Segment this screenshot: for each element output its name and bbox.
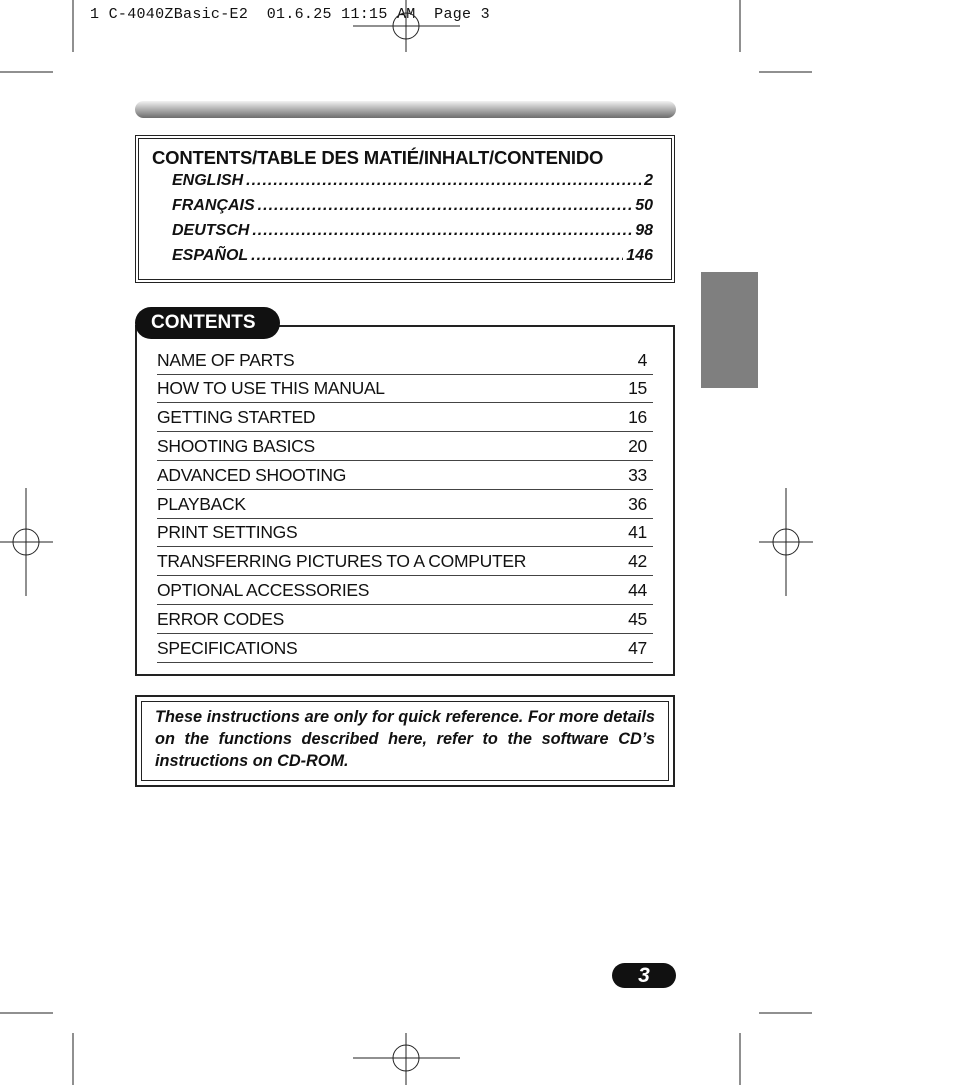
- language-label: FRANÇAIS: [172, 197, 255, 214]
- item-page: 16: [628, 407, 647, 427]
- list-item: [157, 491, 653, 519]
- item-page: 36: [628, 494, 647, 514]
- list-item: [157, 433, 653, 461]
- page-number: 3: [612, 963, 676, 988]
- language-label: DEUTSCH: [172, 222, 250, 239]
- list-item: [157, 404, 653, 432]
- item-label: SHOOTING BASICS: [157, 436, 315, 456]
- leader-dots: [258, 197, 633, 215]
- language-entry-english: [172, 172, 653, 194]
- language-contents-title: CONTENTS/TABLE DES MATIÉ/INHALT/CONTENIDO: [152, 147, 604, 168]
- item-label: HOW TO USE THIS MANUAL: [157, 378, 385, 398]
- language-entry-francais: [172, 197, 653, 219]
- list-item: [157, 375, 653, 403]
- header-bar: [135, 101, 676, 118]
- list-item: [157, 606, 653, 634]
- item-page: 44: [628, 580, 647, 600]
- item-page: 47: [628, 638, 647, 658]
- item-page: 4: [637, 350, 647, 370]
- item-label: PRINT SETTINGS: [157, 522, 298, 542]
- leader-dots: [246, 172, 641, 190]
- item-label: OPTIONAL ACCESSORIES: [157, 580, 370, 600]
- item-page: 42: [628, 551, 647, 571]
- list-item: [157, 635, 653, 663]
- language-entry-deutsch: [172, 222, 653, 244]
- item-page: 45: [628, 609, 647, 629]
- note-text: These instructions are only for quick reference. For more details on the functions described here, refer to the software CD’s instructions on CD-ROM.: [155, 708, 655, 770]
- list-item: [157, 519, 653, 547]
- language-label: ENGLISH: [172, 172, 244, 189]
- item-page: 33: [628, 465, 647, 485]
- list-item: [157, 548, 653, 576]
- language-page: 2: [644, 172, 653, 189]
- list-item: [157, 577, 653, 605]
- item-page: 20: [628, 436, 647, 456]
- side-tab: [701, 272, 758, 388]
- item-label: GETTING STARTED: [157, 407, 316, 427]
- list-item: [157, 347, 653, 375]
- print-header: 1 C-4040ZBasic-E2 01.6.25 11:15 AM Page 3: [90, 6, 490, 23]
- language-page: 50: [635, 197, 653, 214]
- item-label: NAME OF PARTS: [157, 350, 295, 370]
- item-label: ADVANCED SHOOTING: [157, 465, 347, 485]
- item-page: 41: [628, 522, 647, 542]
- language-entry-espanol: [172, 247, 653, 269]
- item-label: TRANSFERRING PICTURES TO A COMPUTER: [157, 551, 527, 571]
- leader-dots: [252, 222, 632, 240]
- leader-dots: [251, 247, 623, 265]
- item-label: ERROR CODES: [157, 609, 284, 629]
- language-page: 146: [626, 247, 653, 264]
- language-label: ESPAÑOL: [172, 247, 249, 264]
- item-label: SPECIFICATIONS: [157, 638, 298, 658]
- contents-heading: CONTENTS: [135, 307, 280, 339]
- language-page: 98: [635, 222, 653, 239]
- item-page: 15: [628, 378, 647, 398]
- item-label: PLAYBACK: [157, 494, 246, 514]
- list-item: [157, 462, 653, 490]
